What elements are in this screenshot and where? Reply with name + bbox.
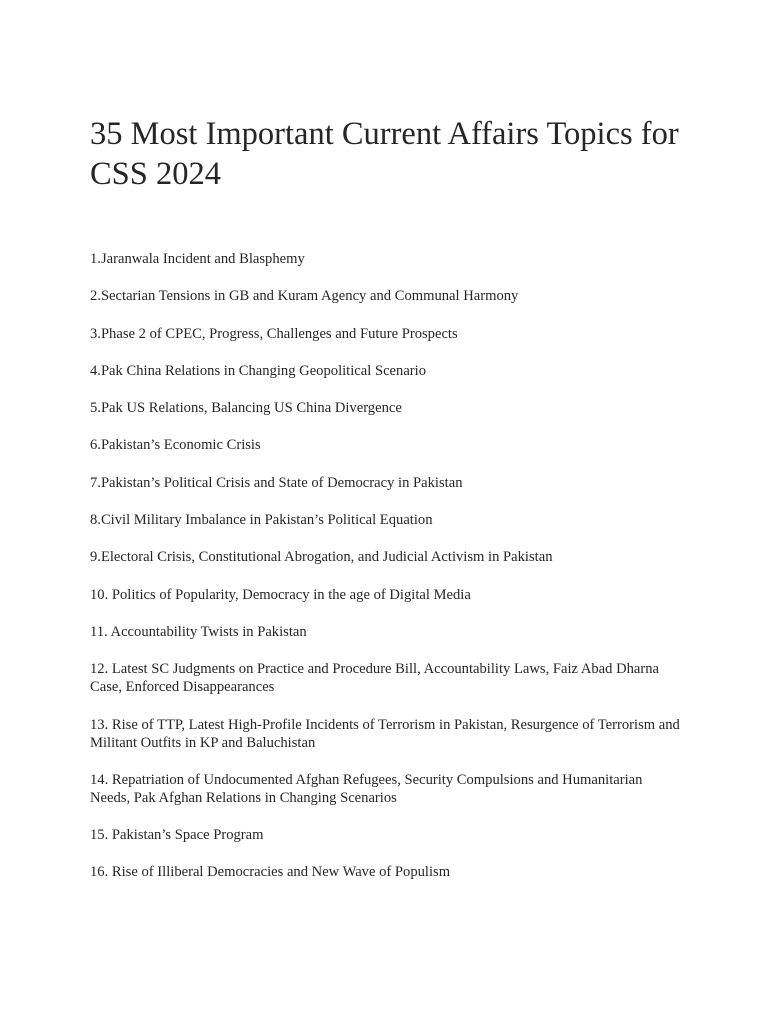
- topic-item: 11. Accountability Twists in Pakistan: [90, 623, 307, 640]
- topic-item: 13. Rise of TTP, Latest High-Profile Incidents of Terrorism in Pakistan, Resurgence of Terrorism and Militant Outfits in KP and Baluchistan: [90, 716, 680, 751]
- topic-item: 7.Pakistan’s Political Crisis and State of Democracy in Pakistan: [90, 474, 463, 491]
- topic-item: 9.Electoral Crisis, Constitutional Abrogation, and Judicial Activism in Pakistan: [90, 549, 553, 566]
- topic-item: 8.Civil Military Imbalance in Pakistan’s Political Equation: [90, 512, 433, 529]
- topic-item: 14. Repatriation of Undocumented Afghan Refugees, Security Compulsions and Humanitarian Needs, Pak Afghan Relations in Changing Scenarios: [90, 771, 643, 806]
- topic-item: 1.Jaranwala Incident and Blasphemy: [90, 251, 305, 267]
- topic-item: 3.Phase 2 of CPEC, Progress, Challenges and Future Prospects: [90, 325, 458, 342]
- topic-item: 2.Sectarian Tensions in GB and Kuram Agency and Communal Harmony: [90, 288, 519, 305]
- topic-item: 15. Pakistan’s Space Program: [90, 827, 264, 844]
- topic-item: 5.Pak US Relations, Balancing US China Divergence: [90, 400, 402, 417]
- topic-item: 4.Pak China Relations in Changing Geopolitical Scenario: [90, 362, 427, 379]
- page-title: 35 Most Important Current Affairs Topics for CSS 2024: [90, 116, 679, 192]
- topic-item: 6.Pakistan’s Economic Crisis: [90, 437, 261, 454]
- topic-item: 16. Rise of Illiberal Democracies and New Wave of Populism: [90, 864, 451, 881]
- topic-item: 12. Latest SC Judgments on Practice and Procedure Bill, Accountability Laws, Faiz Abad Dharna Case, Enforced Disappearances: [90, 661, 660, 696]
- topic-item: 10. Politics of Popularity, Democracy in the age of Digital Media: [90, 586, 471, 603]
- topic-list: [90, 250, 680, 901]
